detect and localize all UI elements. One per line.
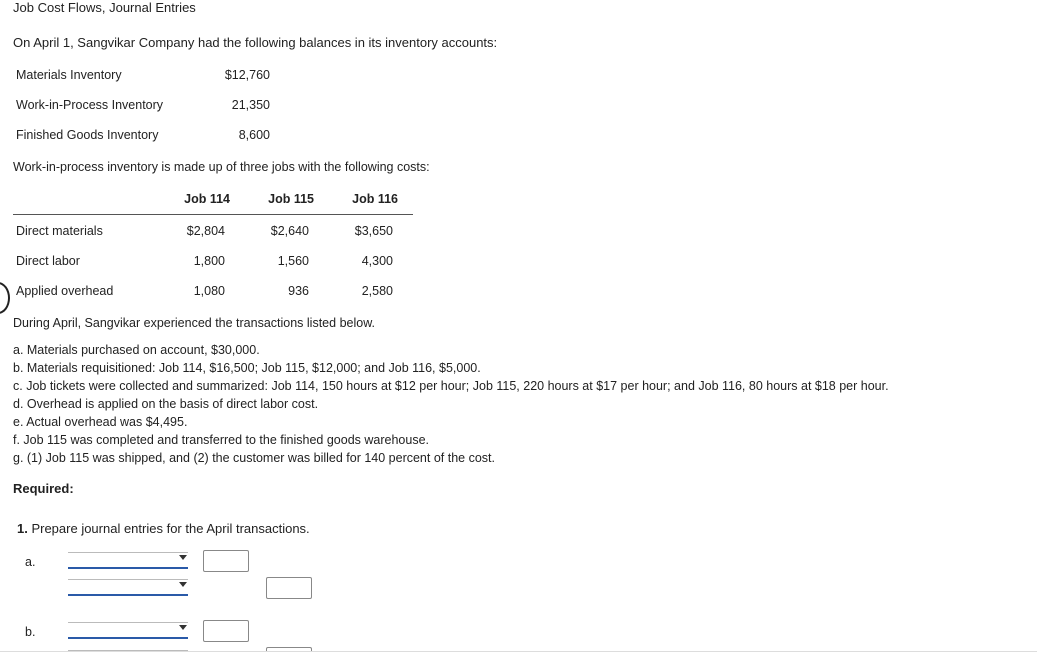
- balance-label-materials: Materials Inventory: [16, 68, 122, 82]
- table-cell: 936: [288, 284, 309, 298]
- table-cell: $2,640: [270, 224, 309, 238]
- table-cell: 1,080: [193, 284, 225, 298]
- debit-amount-input-a[interactable]: [203, 550, 249, 572]
- table-cell: $3,650: [354, 224, 393, 238]
- intro-text: On April 1, Sangvikar Company had the following balances in its inventory accounts:: [13, 35, 498, 50]
- table-header-job-114: Job 114: [184, 192, 230, 206]
- table-row-label: Applied overhead: [16, 284, 114, 298]
- transaction-item: f. Job 115 was completed and transferred to the finished goods warehouse.: [13, 433, 429, 447]
- balance-value-wip: 21,350: [231, 98, 270, 112]
- table-cell: 4,300: [361, 254, 393, 268]
- balance-label-wip: Work-in-Process Inventory: [16, 98, 164, 112]
- during-text: During April, Sangvikar experienced the transactions listed below.: [13, 316, 376, 330]
- table-header-job-116: Job 116: [352, 192, 398, 206]
- table-header-job-115: Job 115: [268, 192, 314, 206]
- account-select-a-debit[interactable]: [68, 552, 188, 569]
- table-cell: 1,560: [277, 254, 309, 268]
- entry-letter-b: b.: [25, 625, 36, 639]
- table-cell: $2,804: [186, 224, 225, 238]
- balance-value-materials: $12,760: [224, 68, 270, 82]
- transaction-item: e. Actual overhead was $4,495.: [13, 415, 188, 429]
- account-select-a-credit[interactable]: [68, 579, 188, 596]
- table-cell: 1,800: [193, 254, 225, 268]
- transaction-item: a. Materials purchased on account, $30,000.: [13, 343, 260, 357]
- transaction-item: b. Materials requisitioned: Job 114, $16,500; Job 115, $12,000; and Job 116, $5,000.: [13, 361, 481, 375]
- table-row-label: Direct labor: [16, 254, 80, 268]
- account-select-b-debit[interactable]: [68, 622, 188, 639]
- balance-label-finished-goods: Finished Goods Inventory: [16, 128, 159, 142]
- bottom-scroll-area: [0, 651, 1037, 670]
- table-row-label: Direct materials: [16, 224, 103, 238]
- chevron-down-icon: [179, 625, 187, 630]
- transaction-item: c. Job tickets were collected and summarized: Job 114, 150 hours at $12 per hour; Job 115, 220 hours at $17 per hour; and Job 116, 80 hours at $18 per hour.: [13, 379, 889, 393]
- margin-bracket-mark: [0, 282, 10, 314]
- transaction-item: d. Overhead is applied on the basis of direct labor cost.: [13, 397, 319, 411]
- balance-value-finished-goods: 8,600: [238, 128, 270, 142]
- table-header-rule: [13, 214, 413, 215]
- table-cell: 2,580: [361, 284, 393, 298]
- transaction-item: g. (1) Job 115 was shipped, and (2) the customer was billed for 140 percent of the cost.: [13, 451, 495, 465]
- chevron-down-icon: [179, 582, 187, 587]
- debit-amount-input-b[interactable]: [203, 620, 249, 642]
- entry-letter-a: a.: [25, 555, 36, 569]
- wip-intro-text: Work-in-process inventory is made up of three jobs with the following costs:: [13, 160, 430, 174]
- required-heading: Required:: [13, 481, 74, 496]
- page-title: Job Cost Flows, Journal Entries: [13, 0, 196, 15]
- chevron-down-icon: [179, 555, 187, 560]
- credit-amount-input-a[interactable]: [266, 577, 312, 599]
- question-1: [17, 521, 310, 536]
- question-number: 1.: [17, 521, 28, 536]
- question-text: Prepare journal entries for the April transactions.: [27, 521, 310, 536]
